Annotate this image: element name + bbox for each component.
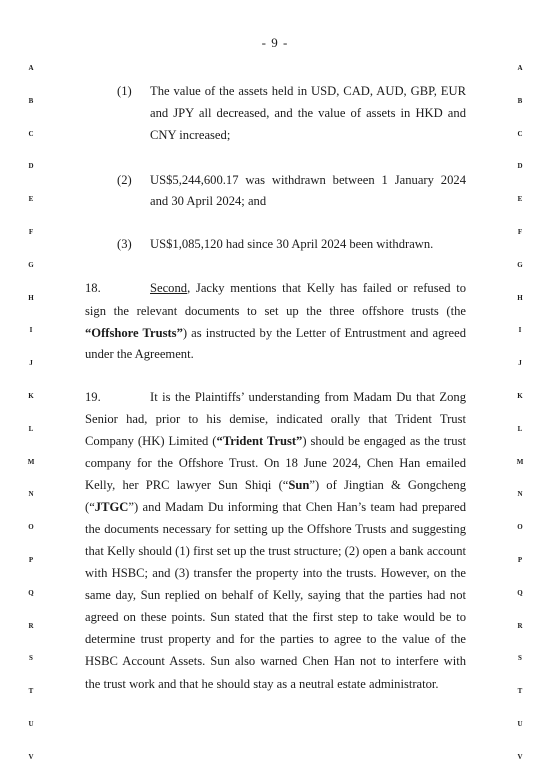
emphasis-underlined: Second: [150, 281, 188, 295]
text-run: Company (HK) Limited (: [85, 434, 217, 448]
margin-letter-c-right: C: [517, 129, 523, 138]
text-run: ) as instructed by the Letter of Entrustment and agreed: [182, 326, 466, 340]
margin-letter-m-left: M: [27, 457, 35, 466]
margin-letter-g-right: G: [517, 260, 523, 269]
text-run: , Jacky mentions that Kelly has failed or refused to: [187, 281, 466, 295]
paragraph-line: the documents necessary for setting up the Offshore Trusts and suggesting: [85, 522, 466, 536]
margin-letter-p-right: P: [517, 556, 523, 564]
paragraph-line: [150, 281, 466, 296]
margin-letter-c-left: C: [28, 129, 34, 138]
text-run: ”) and Madam Du informing that Chen Han’s team had prepared: [128, 500, 466, 514]
margin-letter-f-left: F: [28, 228, 34, 236]
margin-letter-k-left: K: [28, 392, 34, 400]
list-item-line: US$1,085,120 had since 30 April 2024 been withdrawn.: [150, 237, 434, 251]
list-item-line: CNY increased;: [150, 128, 231, 142]
paragraph-line: company for the Offshore Trust. On 18 June 2024, Chen Han emailed: [85, 456, 466, 470]
paragraph-number: 18.: [85, 281, 101, 295]
paragraph-line: with HSBC; and (3) transfer the property into the trusts. However, on the: [85, 566, 466, 580]
list-item-line: and JPY all decreased, and the value of assets in HKD and: [150, 106, 466, 120]
defined-term: JTGC: [94, 500, 129, 514]
margin-letter-g-left: G: [28, 260, 34, 269]
margin-letter-s-right: S: [518, 654, 522, 663]
margin-letter-a-right: A: [517, 64, 523, 72]
margin-letter-r-right: R: [517, 621, 523, 630]
margin-letter-o-right: O: [517, 523, 523, 532]
margin-letter-v-left: V: [28, 752, 34, 761]
paragraph-line: HSBC Account Assets. Sun also warned Chen Han not to interfere with: [85, 654, 466, 668]
margin-letter-b-right: B: [517, 96, 523, 105]
list-marker: (2): [117, 173, 132, 187]
margin-letter-q-left: Q: [28, 588, 34, 597]
margin-letter-f-right: F: [517, 228, 523, 236]
text-run: ) should be engaged as the trust: [302, 434, 467, 448]
margin-letter-n-right: N: [517, 490, 523, 499]
margin-letter-k-right: K: [517, 392, 523, 400]
margin-letter-p-left: P: [28, 556, 34, 564]
defined-term: Sun: [288, 478, 310, 492]
margin-letter-j-right: J: [518, 359, 522, 368]
margin-letter-l-left: L: [28, 424, 34, 433]
margin-letter-h-right: H: [517, 293, 523, 302]
paragraph-line: same day, Sun replied on behalf of Kelly, saying that the parties had not: [85, 588, 466, 602]
list-item-line: The value of the assets held in USD, CAD, AUD, GBP, EUR: [150, 84, 466, 98]
paragraph-line: [85, 500, 466, 515]
page-number: - 9 -: [261, 35, 289, 50]
margin-letter-u-left: U: [28, 720, 34, 728]
margin-letter-i-right: I: [518, 326, 522, 335]
margin-letter-d-right: D: [517, 162, 523, 171]
margin-letter-i-left: I: [29, 326, 33, 335]
margin-letter-t-right: T: [517, 687, 523, 696]
paragraph-line: the trust work and that he should stay as a neutral estate administrator.: [85, 677, 439, 691]
paragraph-line: under the Agreement.: [85, 347, 194, 361]
margin-letter-d-left: D: [28, 162, 34, 171]
paragraph-line: [85, 478, 466, 493]
margin-letter-o-left: O: [28, 523, 34, 532]
paragraph-line: [85, 434, 466, 449]
margin-letter-v-right: V: [517, 752, 523, 761]
paragraph-number: 19.: [85, 390, 101, 404]
margin-letter-m-right: M: [516, 457, 524, 466]
paragraph-line: It is the Plaintiffs’ understanding from Madam Du that Zong: [150, 390, 466, 404]
defined-term: “Offshore Trusts”: [85, 326, 183, 340]
text-run: Kelly, her PRC lawyer Sun Shiqi (“: [85, 478, 289, 492]
list-marker: (3): [117, 237, 132, 251]
margin-letter-e-left: E: [28, 195, 34, 204]
list-marker: (1): [117, 84, 132, 98]
paragraph-line: determine trust property and for the parties to agree to the value of the: [85, 632, 466, 646]
margin-letter-u-right: U: [517, 720, 523, 728]
paragraph-line: [85, 326, 466, 341]
margin-letter-t-left: T: [28, 687, 34, 696]
text-run: (“: [85, 500, 95, 514]
margin-letter-s-left: S: [29, 654, 33, 663]
list-item-line: and 30 April 2024; and: [150, 194, 267, 208]
margin-letter-n-left: N: [28, 490, 34, 499]
margin-letter-b-left: B: [28, 96, 34, 105]
paragraph-line: agreed on these points. Sun stated that the first step to take would be to: [85, 610, 466, 624]
margin-letter-a-left: A: [28, 64, 34, 72]
margin-letter-e-right: E: [517, 195, 523, 204]
paragraph-line: Senior had, prior to his demise, indicated orally that Trident Trust: [85, 412, 466, 426]
defined-term: “Trident Trust”: [216, 434, 303, 448]
paragraph-line: sign the relevant documents to set up the three offshore trusts (the: [85, 304, 466, 318]
margin-letter-l-right: L: [517, 424, 523, 433]
list-item-line: US$5,244,600.17 was withdrawn between 1 January 2024: [150, 173, 466, 187]
margin-letter-j-left: J: [29, 359, 33, 368]
text-run: ”) of Jingtian & Gongcheng: [309, 478, 466, 492]
margin-letter-h-left: H: [28, 293, 34, 302]
margin-letter-q-right: Q: [517, 588, 523, 597]
paragraph-line: that Kelly should (1) first set up the trust structure; (2) open a bank account: [85, 544, 466, 558]
margin-letter-r-left: R: [28, 621, 34, 630]
